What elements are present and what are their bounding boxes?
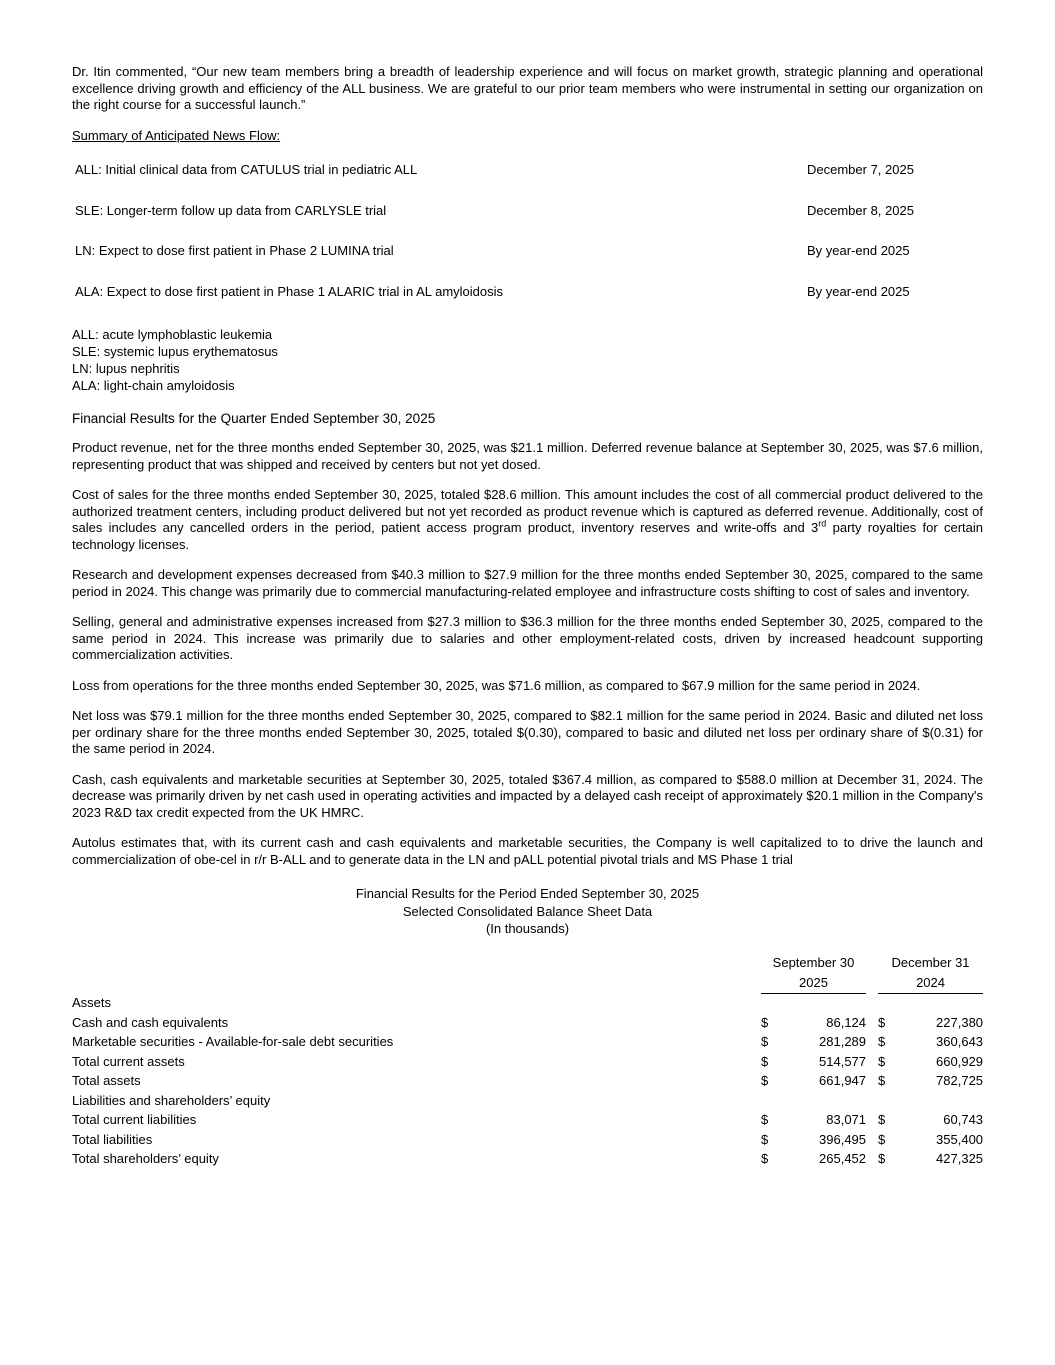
abbreviation-item: LN: lupus nephritis: [72, 361, 180, 376]
capitalization-paragraph: Autolus estimates that, with its current cash and cash equivalents and marketable securities, the Company is well capitalized to to drive the launch and commercialization of obe-cel in r/r B-ALL and to generate data in the LN and pALL potential pivotal trials and MS Phase 1 trial: [72, 835, 983, 867]
currency-symbol: $: [878, 1131, 886, 1147]
value-2024: 355,400: [936, 1131, 984, 1147]
currency-symbol: $: [878, 1034, 886, 1049]
balance-sheet-title-line2: Selected Consolidated Balance Sheet Data: [402, 903, 653, 919]
row-label: Marketable securities - Available-for-sale debt securities: [72, 1034, 394, 1049]
net-loss-paragraph: Net loss was $79.1 million for the three months ended September 30, 2025, compared to $82.1 million for the same period in 2024. Basic and diluted net loss per ordinary share for the three months ended September 30, 2025, totaled $(0.30), compared to basic and diluted net loss per ordinary share of $(0.31) for the same period in 2024.: [72, 708, 983, 756]
table-row: [72, 1130, 983, 1150]
sga-expenses-paragraph: Selling, general and administrative expenses increased from $27.3 million to $36.3 million for the three months ended September 30, 2025, compared to the same period in 2024. This increase was primarily due to salaries and other employment-related costs, driven by increased headcount supporting commercialization activities.: [72, 614, 983, 662]
table-section-row: [72, 993, 983, 1013]
currency-symbol: $: [761, 1014, 769, 1030]
column-header-2025: 2025: [761, 973, 866, 993]
section-label-liabilities: Liabilities and shareholders’ equity: [72, 1092, 271, 1108]
value-2025: 83,071: [826, 1112, 867, 1127]
balance-sheet-title: [72, 885, 983, 938]
table-row: [72, 1111, 983, 1131]
news-flow-item-date: December 7, 2025: [807, 162, 914, 177]
abbreviation-list: [72, 326, 983, 394]
currency-symbol: $: [878, 1073, 886, 1088]
table-row: [72, 1072, 983, 1092]
value-2025: 396,495: [819, 1131, 867, 1147]
quarter-results-heading: Financial Results for the Quarter Ended September 30, 2025: [72, 411, 436, 426]
table-row: [72, 1150, 983, 1170]
row-label: Total current assets: [72, 1053, 185, 1069]
news-flow-item-label: ALA: Expect to dose first patient in Phase 1 ALARIC trial in AL amyloidosis: [75, 283, 504, 299]
loss-from-operations-paragraph: Loss from operations for the three months ended September 30, 2025, was $71.6 million, as compared to $67.9 million for the same period in 2024.: [72, 677, 921, 693]
value-2024: 660,929: [936, 1053, 984, 1069]
value-2025: 661,947: [819, 1073, 867, 1088]
ordinal-superscript: rd: [818, 518, 827, 529]
currency-symbol: $: [761, 1034, 769, 1049]
table-row: [72, 1033, 983, 1053]
news-flow-table: [72, 162, 983, 300]
table-section-row: [72, 1091, 983, 1111]
currency-symbol: $: [878, 1112, 886, 1127]
row-label: Total liabilities: [72, 1131, 153, 1147]
column-header-dec31: December 31: [891, 955, 970, 970]
currency-symbol: $: [761, 1151, 769, 1166]
rd-expenses-paragraph: Research and development expenses decreased from $40.3 million to $27.9 million for the three months ended September 30, 2025, compared to the same period in 2024. This change was primarily due to commercial manufacturing-related employee and infrastructure costs shifting to cost of sales and inventory.: [72, 567, 983, 599]
table-header-row: [72, 973, 983, 993]
currency-symbol: $: [878, 1151, 886, 1166]
news-flow-row: [72, 243, 983, 260]
value-2024: 427,325: [936, 1151, 984, 1166]
value-2025: 281,289: [819, 1034, 867, 1049]
news-flow-row: [72, 162, 983, 179]
cash-position-paragraph: Cash, cash equivalents and marketable securities at September 30, 2025, totaled $367.4 million, as compared to $588.0 million at December 31, 2024. The decrease was primarily driven by net cash used in operating activities and impacted by a delayed cash receipt of approximately $20.1 million in the Company's 2023 R&D tax credit expected from the UK HMRC.: [72, 771, 983, 820]
cost-of-sales-text: Cost of sales for the three months ended September 30, 2025, totaled $28.6 million. This amount includes the cost of all commercial product delivered to the authorized treatment centers, including product delivered but not yet recorded as product revenue which is captured as deferred revenue. Additionally, cost of sales includes any cancelled orders in the period, patient access program product, inventory reserves and write-offs and 3: [72, 487, 983, 535]
value-2025: 514,577: [819, 1053, 867, 1069]
news-flow-item-label: ALL: Initial clinical data from CATULUS trial in pediatric ALL: [75, 162, 418, 177]
balance-sheet-table: [72, 954, 983, 1170]
news-flow-item-label: LN: Expect to dose first patient in Phase 2 LUMINA trial: [75, 243, 394, 258]
cost-of-sales-paragraph: [72, 487, 983, 553]
row-label: Total shareholders’ equity: [72, 1151, 219, 1166]
intro-paragraph: Dr. Itin commented, “Our new team members bring a breadth of leadership experience and will focus on market growth, strategic planning and operational excellence driving growth and efficiency of the ALL business. We are grateful to our prior team members who were instrumental in setting our organization on the right course for a successful launch.”: [72, 64, 983, 112]
column-header-sep30: September 30: [772, 955, 855, 970]
value-2024: 227,380: [936, 1014, 984, 1030]
row-label: Cash and cash equivalents: [72, 1014, 229, 1030]
news-flow-item-date: December 8, 2025: [807, 202, 914, 218]
balance-sheet-title-line1: Financial Results for the Period Ended September 30, 2025: [355, 886, 700, 901]
cost-of-sales-text-continued: party royalties for certain technology licenses.: [72, 520, 983, 552]
currency-symbol: $: [878, 1053, 886, 1069]
table-header-row: [72, 954, 983, 974]
currency-symbol: $: [761, 1112, 769, 1127]
value-2024: 60,743: [943, 1112, 984, 1127]
currency-symbol: $: [878, 1014, 886, 1030]
news-flow-item-date: By year-end 2025: [807, 243, 910, 258]
news-flow-item-date: By year-end 2025: [807, 283, 910, 299]
currency-symbol: $: [761, 1131, 769, 1147]
abbreviation-item: ALA: light-chain amyloidosis: [72, 378, 235, 393]
value-2024: 782,725: [936, 1073, 984, 1088]
column-header-2024: 2024: [878, 973, 983, 993]
value-2025: 265,452: [819, 1151, 867, 1166]
product-revenue-paragraph: Product revenue, net for the three months ended September 30, 2025, was $21.1 million. Deferred revenue balance at September 30, 2025, was $7.6 million, representing product that was shipped and received by centers but not yet dosed.: [72, 440, 983, 472]
row-label: Total assets: [72, 1073, 141, 1088]
currency-symbol: $: [761, 1073, 769, 1088]
abbreviation-item: SLE: systemic lupus erythematosus: [72, 344, 278, 359]
value-2025: 86,124: [826, 1014, 867, 1030]
news-flow-heading: Summary of Anticipated News Flow:: [72, 127, 281, 143]
news-flow-row: [72, 284, 983, 301]
news-flow-row: [72, 203, 983, 220]
value-2024: 360,643: [936, 1034, 984, 1049]
table-row: [72, 1013, 983, 1033]
news-flow-item-label: SLE: Longer-term follow up data from CARLYSLE trial: [75, 202, 387, 218]
section-label-assets: Assets: [72, 995, 112, 1010]
row-label: Total current liabilities: [72, 1112, 197, 1127]
table-row: [72, 1052, 983, 1072]
abbreviation-item: ALL: acute lymphoblastic leukemia: [72, 327, 273, 342]
currency-symbol: $: [761, 1053, 769, 1069]
balance-sheet-title-line3: (In thousands): [485, 921, 570, 936]
